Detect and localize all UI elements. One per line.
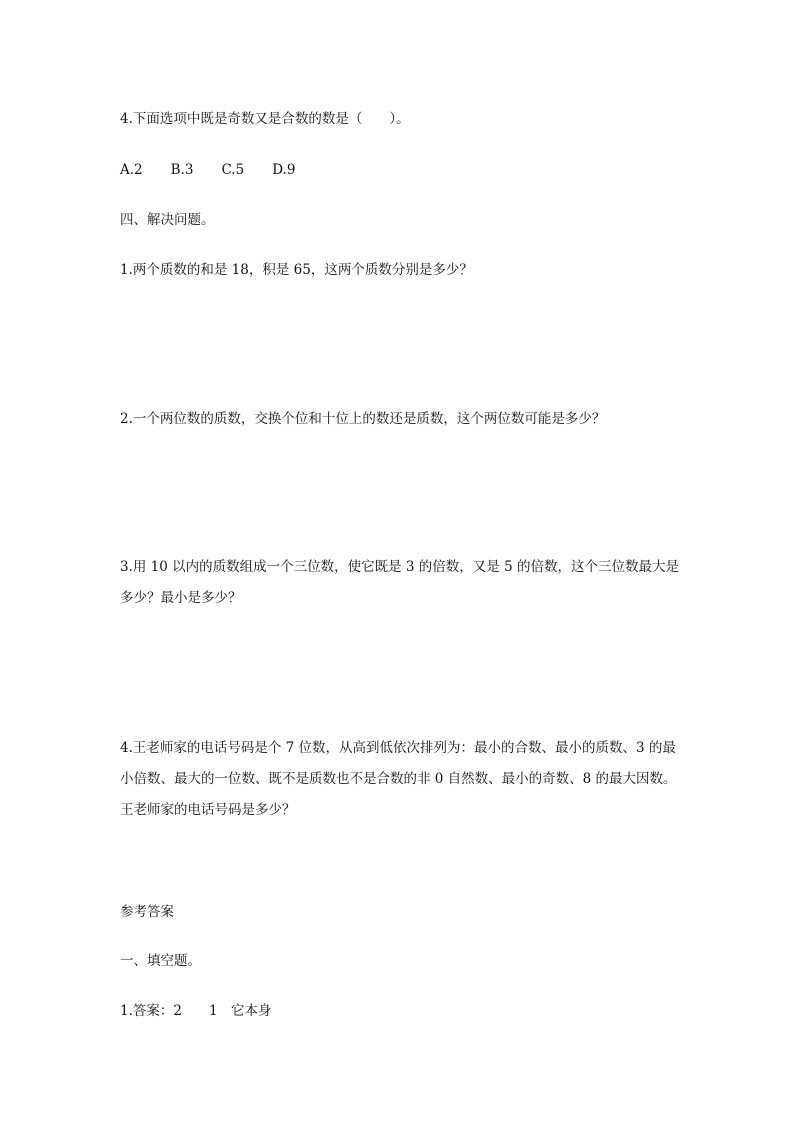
- mc-options: [120, 161, 680, 179]
- problem-3: 3.用 10 以内的质数组成一个三位数，使它既是 3 的倍数，又是 5 的倍数，这个三位数最大是多少？最小是多少？: [120, 559, 679, 606]
- problem-4: 4.王老师家的电话号码是个 7 位数，从高到低依次排列为：最小的合数、最小的质数、3 的最小倍数、最大的一位数、既不是质数也不是合数的非 0 自然数、最小的奇数、8 的最大因数。王老师家的电话号码是多少？: [120, 740, 677, 818]
- question-mc-4: 4.下面选项中既是奇数又是合数的数是（ ）。: [120, 111, 410, 127]
- answers-title: 参考答案: [120, 904, 174, 920]
- section-heading-4: 四、解决问题。: [120, 212, 215, 228]
- problem-1: 1.两个质数的和是 18，积是 65，这两个质数分别是多少？: [120, 262, 473, 278]
- option-a: A.2: [120, 162, 143, 178]
- option-c: C.5: [221, 162, 245, 178]
- problem-2: 2.一个两位数的质数，交换个位和十位上的数还是质数，这个两位数可能是多少？: [120, 411, 606, 427]
- option-d: D.9: [272, 162, 296, 178]
- option-b: B.3: [170, 162, 194, 178]
- answer-1: 1.答案：2 1 它本身: [120, 1003, 272, 1019]
- answers-section-heading-1: 一、填空题。: [120, 953, 201, 969]
